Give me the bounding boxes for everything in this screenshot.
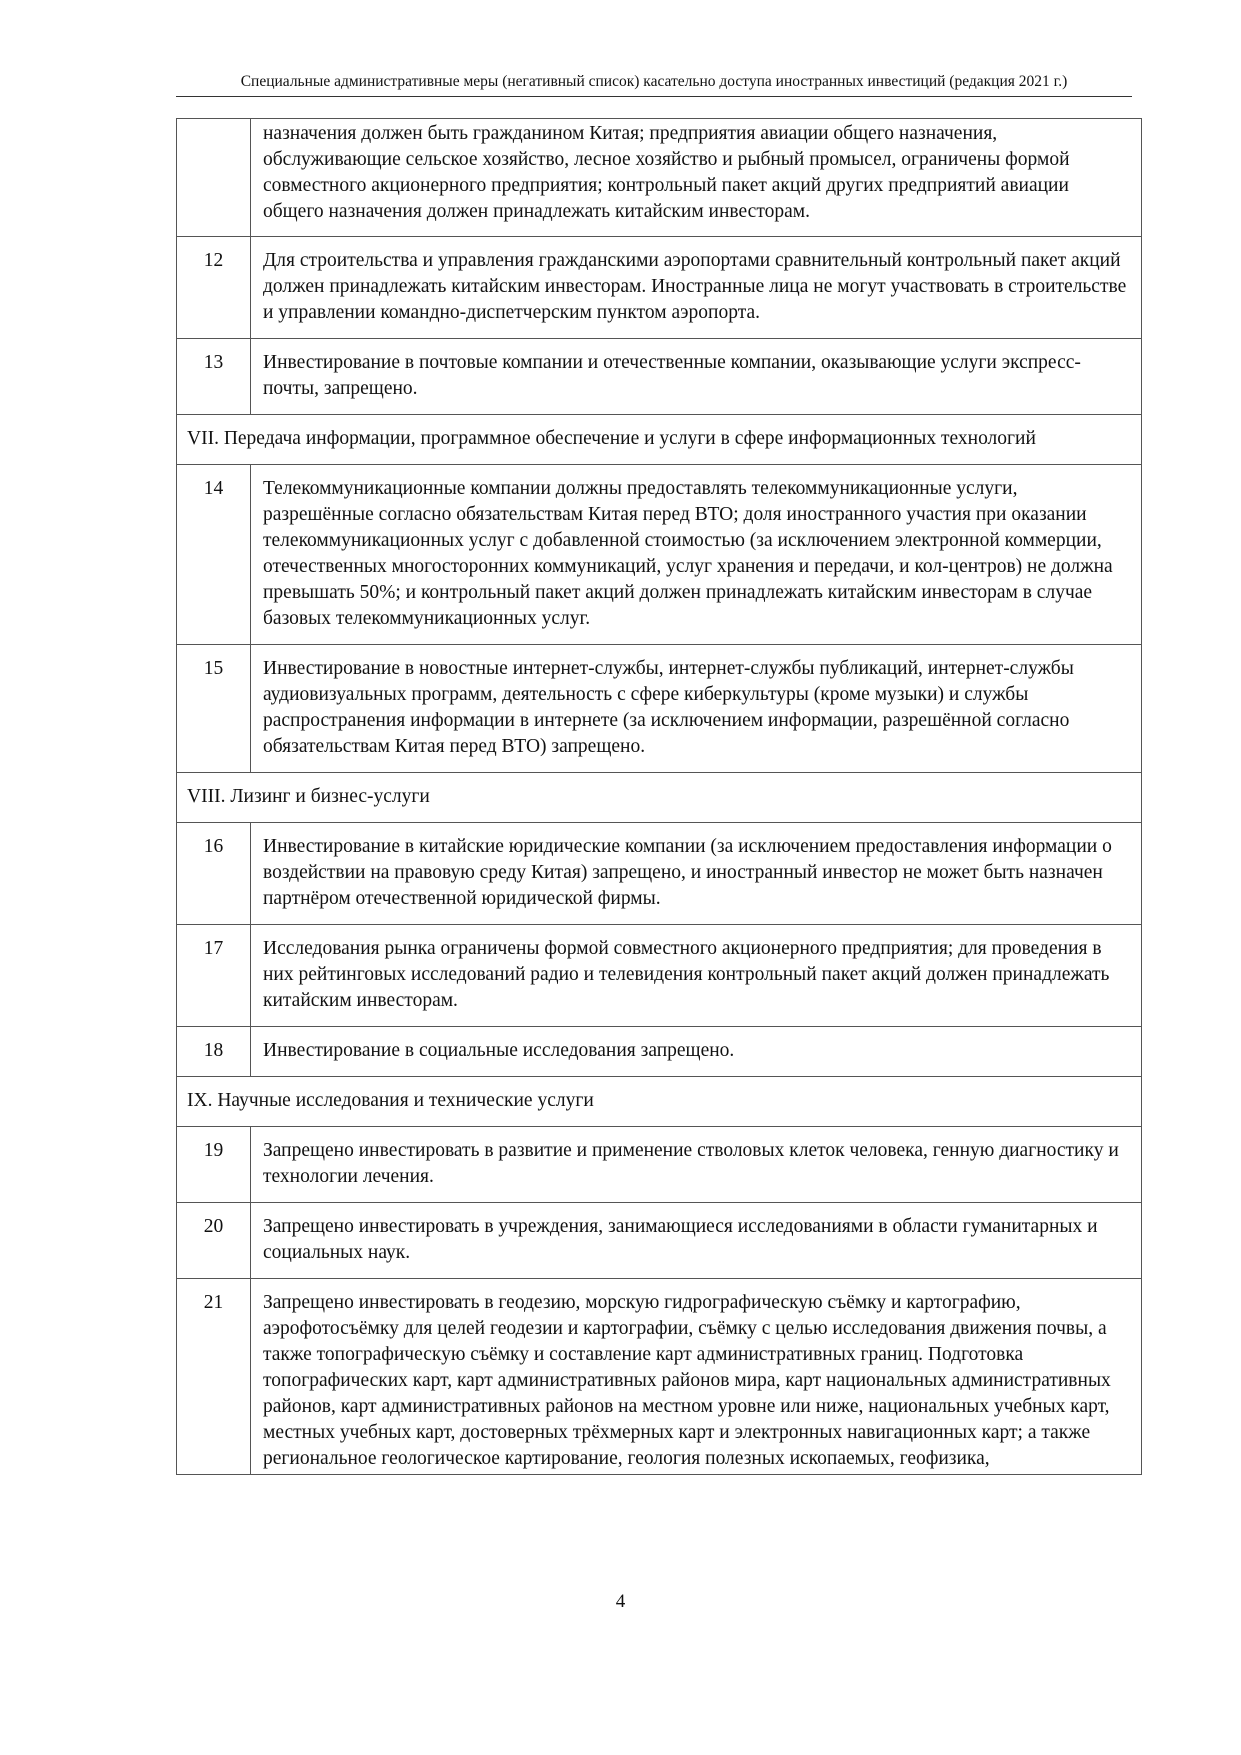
item-text: Инвестирование в китайские юридические компании (за исключением предоставления информации о воздействии на правовую среду Китая) запрещено, и иностранный инвестор не может быть назначен партнёром отечественной юридической фирмы. xyxy=(251,823,1142,925)
table-row xyxy=(177,1127,1142,1203)
item-number: 12 xyxy=(177,237,251,339)
table-row xyxy=(177,1279,1142,1475)
item-text: Запрещено инвестировать в учреждения, занимающиеся исследованиями в области гуманитарных и социальных наук. xyxy=(251,1203,1142,1279)
section-heading-row xyxy=(177,1077,1142,1127)
item-number: 17 xyxy=(177,925,251,1027)
item-text: Инвестирование в новостные интернет-службы, интернет-службы публикаций, интернет-службы аудиовизуальных программ, деятельность с сфере киберкультуры (кроме музыки) и службы распространения информации в интернете (за исключением информации, разрешённой согласно обязательствам Китая перед ВТО) запрещено. xyxy=(251,645,1142,773)
section-heading: VIII. Лизинг и бизнес-услуги xyxy=(177,773,1142,823)
section-heading-row xyxy=(177,773,1142,823)
table-row xyxy=(177,237,1142,339)
item-number: 15 xyxy=(177,645,251,773)
item-number: 21 xyxy=(177,1279,251,1475)
item-number: 13 xyxy=(177,339,251,415)
table-row xyxy=(177,645,1142,773)
table-row xyxy=(177,925,1142,1027)
table-row xyxy=(177,119,1142,237)
table-row xyxy=(177,1027,1142,1077)
table-row xyxy=(177,823,1142,925)
negative-list-table xyxy=(176,118,1142,1475)
item-text: назначения должен быть гражданином Китая; предприятия авиации общего назначения, обслуживающие сельское хозяйство, лесное хозяйство и рыбный промысел, ограничены формой совместного акционерного предприятия; контрольный пакет акций других предприятий авиации общего назначения должен принадлежать китайским инвесторам. xyxy=(251,119,1142,237)
item-text: Для строительства и управления гражданскими аэропортами сравнительный контрольный пакет акций должен принадлежать китайским инвесторам. Иностранные лица не могут участвовать в строительстве и управлении командно-диспетчерским пунктом аэропорта. xyxy=(251,237,1142,339)
running-header: Специальные административные меры (негативный список) касательно доступа иностранных инвестиций (редакция 2021 г.) xyxy=(176,72,1132,97)
section-heading: VII. Передача информации, программное обеспечение и услуги в сфере информационных технологий xyxy=(177,415,1142,465)
item-number xyxy=(177,119,251,237)
table-row xyxy=(177,1203,1142,1279)
section-heading-row xyxy=(177,415,1142,465)
section-heading: IX. Научные исследования и технические услуги xyxy=(177,1077,1142,1127)
table-row xyxy=(177,339,1142,415)
item-text: Запрещено инвестировать в геодезию, морскую гидрографическую съёмку и картографию, аэрофотосъёмку для целей геодезии и картографии, съёмку с целью исследования движения почвы, а также топографическую съёмку и составление карт административных границ. Подготовка топографических карт, карт административных районов мира, карт национальных административных районов, карт административных районов на местном уровне или ниже, национальных учебных карт, местных учебных карт, достоверных трёхмерных карт и электронных навигационных карт; а также региональное геологическое картирование, геология полезных ископаемых, геофизика, xyxy=(251,1279,1142,1475)
item-text: Инвестирование в социальные исследования запрещено. xyxy=(251,1027,1142,1077)
item-text: Телекоммуникационные компании должны предоставлять телекоммуникационные услуги, разрешённые согласно обязательствам Китая перед ВТО; доля иностранного участия при оказании телекоммуникационных услуг с добавленной стоимостью (за исключением электронной коммерции, отечественных многосторонних коммуникаций, услуг хранения и передачи, и кол-центров) не должна превышать 50%; и контрольный пакет акций должен принадлежать китайским инвесторам в случае базовых телекоммуникационных услуг. xyxy=(251,465,1142,645)
page-number: 4 xyxy=(615,1591,626,1612)
item-number: 19 xyxy=(177,1127,251,1203)
item-text: Запрещено инвестировать в развитие и применение стволовых клеток человека, генную диагностику и технологии лечения. xyxy=(251,1127,1142,1203)
item-text: Инвестирование в почтовые компании и отечественные компании, оказывающие услуги экспресс-почты, запрещено. xyxy=(251,339,1142,415)
item-text: Исследования рынка ограничены формой совместного акционерного предприятия; для проведения в них рейтинговых исследований радио и телевидения контрольный пакет акций должен принадлежать китайским инвесторам. xyxy=(251,925,1142,1027)
item-number: 14 xyxy=(177,465,251,645)
item-number: 20 xyxy=(177,1203,251,1279)
item-number: 16 xyxy=(177,823,251,925)
item-number: 18 xyxy=(177,1027,251,1077)
table-row xyxy=(177,465,1142,645)
